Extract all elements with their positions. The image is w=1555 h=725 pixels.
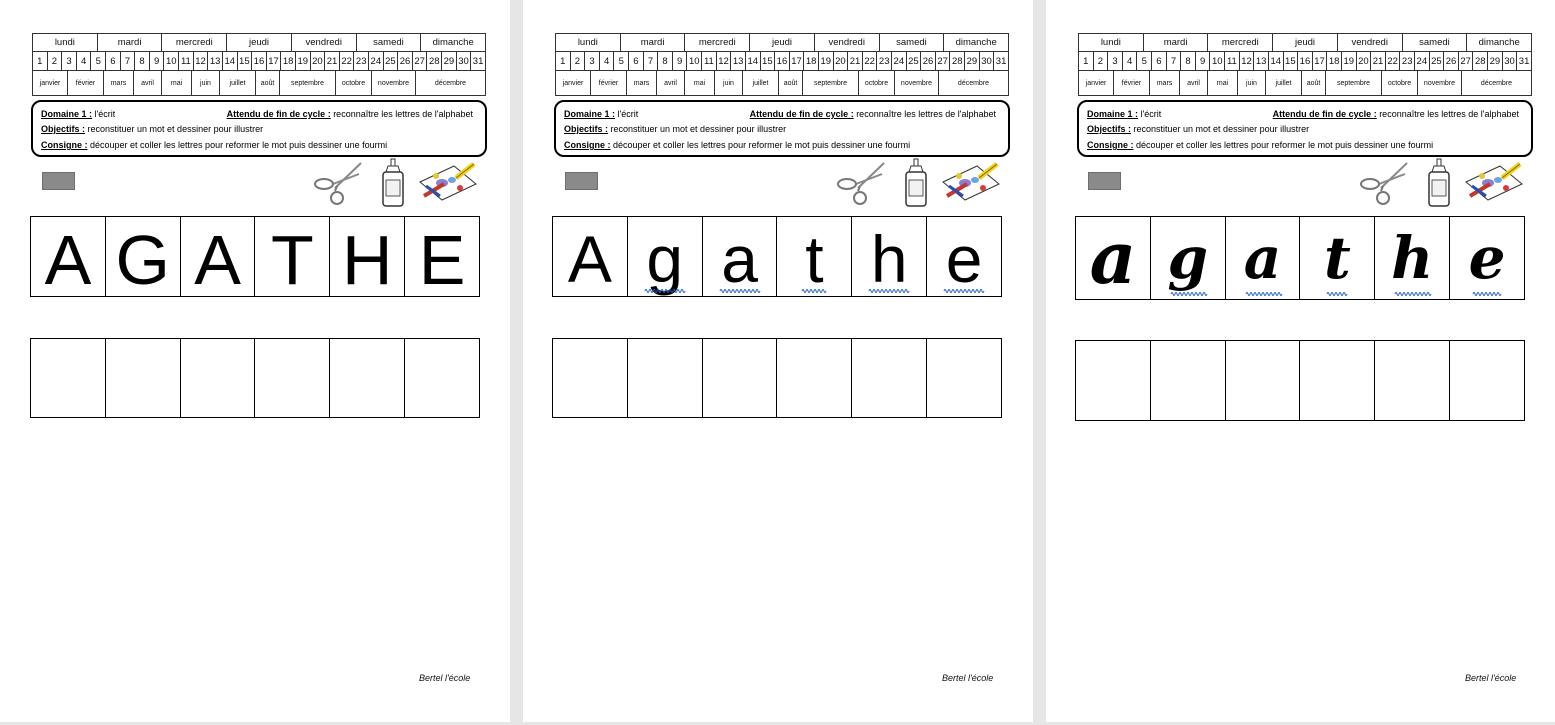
date-number-cell: 29 (442, 52, 457, 70)
letter-cell[interactable] (255, 217, 330, 299)
date-number-cell: 11 (179, 52, 194, 70)
day-cell: dimanche (1478, 37, 1520, 48)
month-cell: octobre (859, 71, 895, 95)
objectifs-value: reconstituer un mot et dessiner pour illustrer (85, 124, 264, 134)
date-number-cell: 9 (673, 52, 688, 70)
letter-cell[interactable] (330, 217, 405, 299)
date-number-cell: 10 (1210, 52, 1225, 70)
date-number-cell: 19 (296, 52, 311, 70)
marker-box (565, 172, 598, 190)
letter-cell[interactable] (703, 217, 778, 296)
date-number-cell: 8 (658, 52, 673, 70)
answer-cell[interactable] (553, 339, 628, 417)
scissors-icon (313, 160, 363, 208)
month-cell: décembre (1480, 79, 1513, 87)
footer-credit: Bertel l'école (419, 673, 471, 683)
day-cell: mercredi (685, 34, 750, 51)
date-number-cell: 29 (965, 52, 980, 70)
date-number-cell: 12 (194, 52, 209, 70)
date-number-cell: 27 (413, 52, 428, 70)
consigne-label: Consigne : (1087, 140, 1134, 150)
empty-answer-grid (1075, 340, 1525, 421)
date-number-cell: 11 (702, 52, 717, 70)
date-number-cell: 8 (1181, 52, 1196, 70)
date-number-cell: 14 (223, 52, 238, 70)
date-number-cell: 26 (1444, 52, 1459, 70)
day-cell: lundi (1079, 34, 1144, 51)
answer-cell[interactable] (628, 339, 703, 417)
date-number-cell: 24 (369, 52, 384, 70)
letter-cell[interactable] (553, 217, 628, 296)
letter-cell[interactable] (181, 217, 256, 299)
date-number-cell: 31 (1518, 55, 1530, 67)
date-number-cell: 23 (1400, 52, 1415, 70)
month-cell: septembre (1326, 71, 1382, 95)
day-cell: mercredi (1208, 34, 1273, 51)
empty-answer-grid (30, 338, 480, 418)
spellcheck-underline (802, 288, 826, 294)
objectifs-value: reconstituer un mot et dessiner pour illustrer (608, 124, 787, 134)
instructions-box (31, 100, 487, 157)
date-number-cell: 3 (62, 52, 77, 70)
letter: G (115, 220, 170, 299)
letter-cell[interactable] (1151, 217, 1226, 299)
letter-cell[interactable] (927, 217, 1001, 296)
month-cell: avril (657, 71, 685, 95)
letter: g (1167, 224, 1209, 292)
answer-cell[interactable] (1300, 341, 1375, 420)
answer-cell[interactable] (927, 339, 1001, 417)
date-number-cell: 15 (761, 52, 776, 70)
answer-cell[interactable] (405, 339, 479, 417)
answer-cell[interactable] (852, 339, 927, 417)
date-number-cell: 16 (1298, 52, 1313, 70)
letter-cell[interactable] (777, 217, 852, 296)
letter: A (194, 220, 241, 299)
worksheet-page-3 (1046, 0, 1555, 722)
date-number-cell: 25 (1430, 52, 1445, 70)
month-cell: mai (1208, 71, 1238, 95)
attendu-value: reconnaître les lettres de l'alphabet (853, 109, 996, 119)
letter: a (721, 221, 758, 296)
scissors-icon (1359, 160, 1409, 208)
calendar (32, 33, 486, 96)
attendu-label: Attendu de fin de cycle : (226, 109, 331, 119)
day-cell: mardi (98, 34, 163, 51)
date-number-cell: 29 (1488, 52, 1503, 70)
month-cell: mars (1150, 71, 1180, 95)
day-cell: jeudi (227, 34, 292, 51)
date-number-cell: 13 (208, 52, 223, 70)
date-number-cell: 3 (585, 52, 600, 70)
date-number-cell: 22 (1386, 52, 1401, 70)
footer-credit: Bertel l'école (942, 673, 994, 683)
day-cell: jeudi (1273, 34, 1338, 51)
empty-answer-grid (552, 338, 1002, 418)
consigne-value: découper et coller les lettres pour reformer le mot puis dessiner une fourmi (610, 140, 911, 150)
month-cell: juillet (1266, 71, 1302, 95)
date-number-cell: 13 (1254, 52, 1269, 70)
calendar-months-row (33, 71, 485, 95)
date-number-cell: 30 (457, 52, 472, 70)
paint-palette-icon (941, 162, 1001, 202)
date-number-cell: 19 (819, 52, 834, 70)
answer-cell[interactable] (1226, 341, 1301, 420)
date-number-cell: 1 (33, 52, 48, 70)
letter: t (1324, 224, 1351, 292)
answer-cell[interactable] (255, 339, 330, 417)
month-cell: mai (162, 71, 192, 95)
date-number-cell: 14 (746, 52, 761, 70)
date-number-cell: 9 (1196, 52, 1211, 70)
spellcheck-underline (1395, 291, 1429, 297)
answer-cell[interactable] (703, 339, 778, 417)
letter: a (1089, 215, 1137, 300)
date-number-cell: 22 (863, 52, 878, 70)
date-number-cell: 5 (91, 52, 106, 70)
month-cell: décembre (434, 79, 467, 87)
answer-cell[interactable] (1076, 341, 1151, 420)
spellcheck-underline (1327, 291, 1347, 297)
calendar-days-row (1079, 34, 1531, 52)
objectifs-label: Objectifs : (1087, 124, 1132, 134)
day-cell: mardi (1144, 34, 1209, 51)
month-cell: février (1114, 71, 1150, 95)
domain-value: l'écrit (92, 109, 116, 119)
letter-cell[interactable] (628, 217, 703, 296)
date-number-cell: 21 (325, 52, 340, 70)
calendar (1078, 33, 1532, 96)
month-cell: août (1302, 71, 1326, 95)
instructions-box (554, 100, 1010, 157)
month-cell: avril (134, 71, 162, 95)
month-cell: septembre (803, 71, 859, 95)
date-number-cell: 23 (877, 52, 892, 70)
date-number-cell: 13 (731, 52, 746, 70)
month-cell: octobre (336, 71, 372, 95)
spellcheck-underline (720, 288, 760, 294)
month-cell: mars (104, 71, 134, 95)
worksheet-page-1 (0, 0, 510, 722)
spellcheck-underline (1171, 291, 1205, 297)
letter-cell[interactable] (405, 217, 479, 299)
marker-box (42, 172, 75, 190)
month-cell: octobre (1382, 71, 1418, 95)
letter-cell[interactable] (1450, 217, 1524, 299)
letter-cell[interactable] (106, 217, 181, 299)
date-number-cell: 4 (1123, 52, 1138, 70)
instructions-box (1077, 100, 1533, 157)
date-number-cell: 9 (150, 52, 165, 70)
calendar-numbers-row (33, 52, 485, 71)
date-number-cell: 16 (252, 52, 267, 70)
spellcheck-underline (1473, 291, 1501, 297)
date-number-cell: 15 (1284, 52, 1299, 70)
month-cell: décembre (957, 79, 990, 87)
date-number-cell: 7 (121, 52, 136, 70)
date-number-cell: 30 (980, 52, 995, 70)
paint-palette-icon (418, 162, 478, 202)
calendar-months-row (556, 71, 1008, 95)
answer-cell[interactable] (1151, 341, 1226, 420)
date-number-cell: 23 (354, 52, 369, 70)
consigne-label: Consigne : (41, 140, 88, 150)
attendu-label: Attendu de fin de cycle : (749, 109, 854, 119)
letter-cell[interactable] (31, 217, 106, 299)
objectifs-label: Objectifs : (564, 124, 609, 134)
letters-grid (552, 216, 1002, 297)
glue-bottle-icon (902, 158, 930, 208)
domain-label: Domaine 1 : (564, 109, 616, 119)
day-cell: vendredi (815, 34, 880, 51)
date-number-cell: 17 (790, 52, 805, 70)
date-number-cell: 20 (1357, 52, 1372, 70)
date-number-cell: 8 (135, 52, 150, 70)
letter: h (870, 221, 908, 296)
date-number-cell: 6 (1152, 52, 1167, 70)
date-number-cell: 25 (907, 52, 922, 70)
month-cell: septembre (280, 71, 336, 95)
worksheet-page-2 (523, 0, 1033, 722)
date-number-cell: 18 (281, 52, 296, 70)
month-cell: juillet (743, 71, 779, 95)
letter-cell[interactable] (1076, 217, 1151, 299)
date-number-cell: 28 (950, 52, 965, 70)
date-number-cell: 6 (106, 52, 121, 70)
calendar-days-row (33, 34, 485, 52)
date-number-cell: 6 (629, 52, 644, 70)
objectifs-label: Objectifs : (41, 124, 86, 134)
month-cell: mai (685, 71, 715, 95)
attendu-label: Attendu de fin de cycle : (1272, 109, 1377, 119)
date-number-cell: 4 (600, 52, 615, 70)
date-number-cell: 25 (384, 52, 399, 70)
objectifs-value: reconstituer un mot et dessiner pour illustrer (1131, 124, 1310, 134)
month-cell: novembre (895, 71, 939, 95)
day-cell: vendredi (1338, 34, 1403, 51)
calendar (555, 33, 1009, 96)
letters-grid (1075, 216, 1525, 300)
attendu-value: reconnaître les lettres de l'alphabet (1376, 109, 1519, 119)
letter: T (271, 220, 314, 299)
consigne-label: Consigne : (564, 140, 611, 150)
day-cell: mardi (621, 34, 686, 51)
glue-bottle-icon (379, 158, 407, 208)
date-number-cell: 27 (1459, 52, 1474, 70)
date-number-cell: 10 (164, 52, 179, 70)
consigne-value: découper et coller les lettres pour reformer le mot puis dessiner une fourmi (1133, 140, 1434, 150)
letter: t (805, 221, 824, 296)
footer-credit: Bertel l'école (1465, 673, 1517, 683)
date-number-cell: 30 (1503, 52, 1518, 70)
date-number-cell: 28 (1473, 52, 1488, 70)
day-cell: dimanche (955, 37, 997, 48)
day-cell: jeudi (750, 34, 815, 51)
date-number-cell: 1 (556, 52, 571, 70)
calendar-numbers-row (556, 52, 1008, 71)
letter: E (418, 220, 466, 299)
date-number-cell: 24 (892, 52, 907, 70)
date-number-cell: 7 (644, 52, 659, 70)
date-number-cell: 15 (238, 52, 253, 70)
date-number-cell: 21 (848, 52, 863, 70)
letter: g (646, 221, 684, 296)
date-number-cell: 31 (472, 55, 484, 67)
answer-cell[interactable] (1375, 341, 1450, 420)
date-number-cell: 11 (1225, 52, 1240, 70)
paint-palette-icon (1464, 162, 1524, 202)
calendar-numbers-row (1079, 52, 1531, 71)
date-number-cell: 12 (1240, 52, 1255, 70)
date-number-cell: 19 (1342, 52, 1357, 70)
domain-value: l'écrit (615, 109, 639, 119)
month-cell: août (779, 71, 803, 95)
letter: e (1468, 224, 1506, 292)
date-number-cell: 10 (687, 52, 702, 70)
date-number-cell: 20 (834, 52, 849, 70)
date-number-cell: 2 (48, 52, 63, 70)
domain-label: Domaine 1 : (1087, 109, 1139, 119)
answer-cell[interactable] (31, 339, 106, 417)
month-cell: mars (627, 71, 657, 95)
day-cell: vendredi (292, 34, 357, 51)
date-number-cell: 4 (77, 52, 92, 70)
spellcheck-underline (645, 288, 685, 294)
month-cell: juin (192, 71, 220, 95)
day-cell: samedi (357, 34, 422, 51)
month-cell: juillet (220, 71, 256, 95)
calendar-months-row (1079, 71, 1531, 95)
date-number-cell: 3 (1108, 52, 1123, 70)
date-number-cell: 17 (1313, 52, 1328, 70)
date-number-cell: 5 (614, 52, 629, 70)
date-number-cell: 16 (775, 52, 790, 70)
attendu-value: reconnaître les lettres de l'alphabet (330, 109, 473, 119)
date-number-cell: 24 (1415, 52, 1430, 70)
day-cell: mercredi (162, 34, 227, 51)
date-number-cell: 18 (804, 52, 819, 70)
month-cell: novembre (1418, 71, 1462, 95)
date-number-cell: 26 (921, 52, 936, 70)
month-cell: janvier (556, 71, 591, 95)
month-cell: janvier (1079, 71, 1114, 95)
answer-cell[interactable] (106, 339, 181, 417)
letter: A (44, 220, 92, 299)
answer-cell[interactable] (181, 339, 256, 417)
day-cell: lundi (33, 34, 98, 51)
month-cell: juin (1238, 71, 1266, 95)
date-number-cell: 14 (1269, 52, 1284, 70)
spellcheck-underline (944, 288, 984, 294)
letter: A (567, 221, 612, 296)
month-cell: juin (715, 71, 743, 95)
date-number-cell: 7 (1167, 52, 1182, 70)
date-number-cell: 18 (1327, 52, 1342, 70)
letter-cell[interactable] (1375, 217, 1450, 299)
date-number-cell: 26 (398, 52, 413, 70)
month-cell: novembre (372, 71, 416, 95)
month-cell: février (591, 71, 627, 95)
consigne-value: découper et coller les lettres pour reformer le mot puis dessiner une fourmi (87, 140, 388, 150)
scissors-icon (836, 160, 886, 208)
date-number-cell: 21 (1371, 52, 1386, 70)
letters-grid (30, 216, 480, 297)
marker-box (1088, 172, 1121, 190)
date-number-cell: 27 (936, 52, 951, 70)
day-cell: samedi (1403, 34, 1468, 51)
month-cell: février (68, 71, 104, 95)
letter: e (945, 221, 983, 296)
glue-bottle-icon (1425, 158, 1453, 208)
spellcheck-underline (1246, 291, 1280, 297)
day-cell: samedi (880, 34, 945, 51)
date-number-cell: 28 (427, 52, 442, 70)
date-number-cell: 17 (267, 52, 282, 70)
date-number-cell: 20 (311, 52, 326, 70)
date-number-cell: 5 (1137, 52, 1152, 70)
domain-label: Domaine 1 : (41, 109, 93, 119)
month-cell: août (256, 71, 280, 95)
answer-cell[interactable] (777, 339, 852, 417)
month-cell: janvier (33, 71, 68, 95)
spellcheck-underline (869, 288, 909, 294)
date-number-cell: 2 (571, 52, 586, 70)
calendar-days-row (556, 34, 1008, 52)
date-number-cell: 1 (1079, 52, 1094, 70)
domain-value: l'écrit (1138, 109, 1162, 119)
date-number-cell: 12 (717, 52, 732, 70)
month-cell: avril (1180, 71, 1208, 95)
date-number-cell: 2 (1094, 52, 1109, 70)
letter-cell[interactable] (852, 217, 927, 296)
day-cell: dimanche (432, 37, 474, 48)
answer-cell[interactable] (1450, 341, 1524, 420)
day-cell: lundi (556, 34, 621, 51)
date-number-cell: 31 (995, 55, 1007, 67)
date-number-cell: 22 (340, 52, 355, 70)
letter: H (341, 220, 393, 299)
answer-cell[interactable] (330, 339, 405, 417)
letter-cell[interactable] (1226, 217, 1301, 299)
letter: a (1243, 224, 1282, 292)
letter: h (1391, 224, 1434, 292)
letter-cell[interactable] (1300, 217, 1375, 299)
